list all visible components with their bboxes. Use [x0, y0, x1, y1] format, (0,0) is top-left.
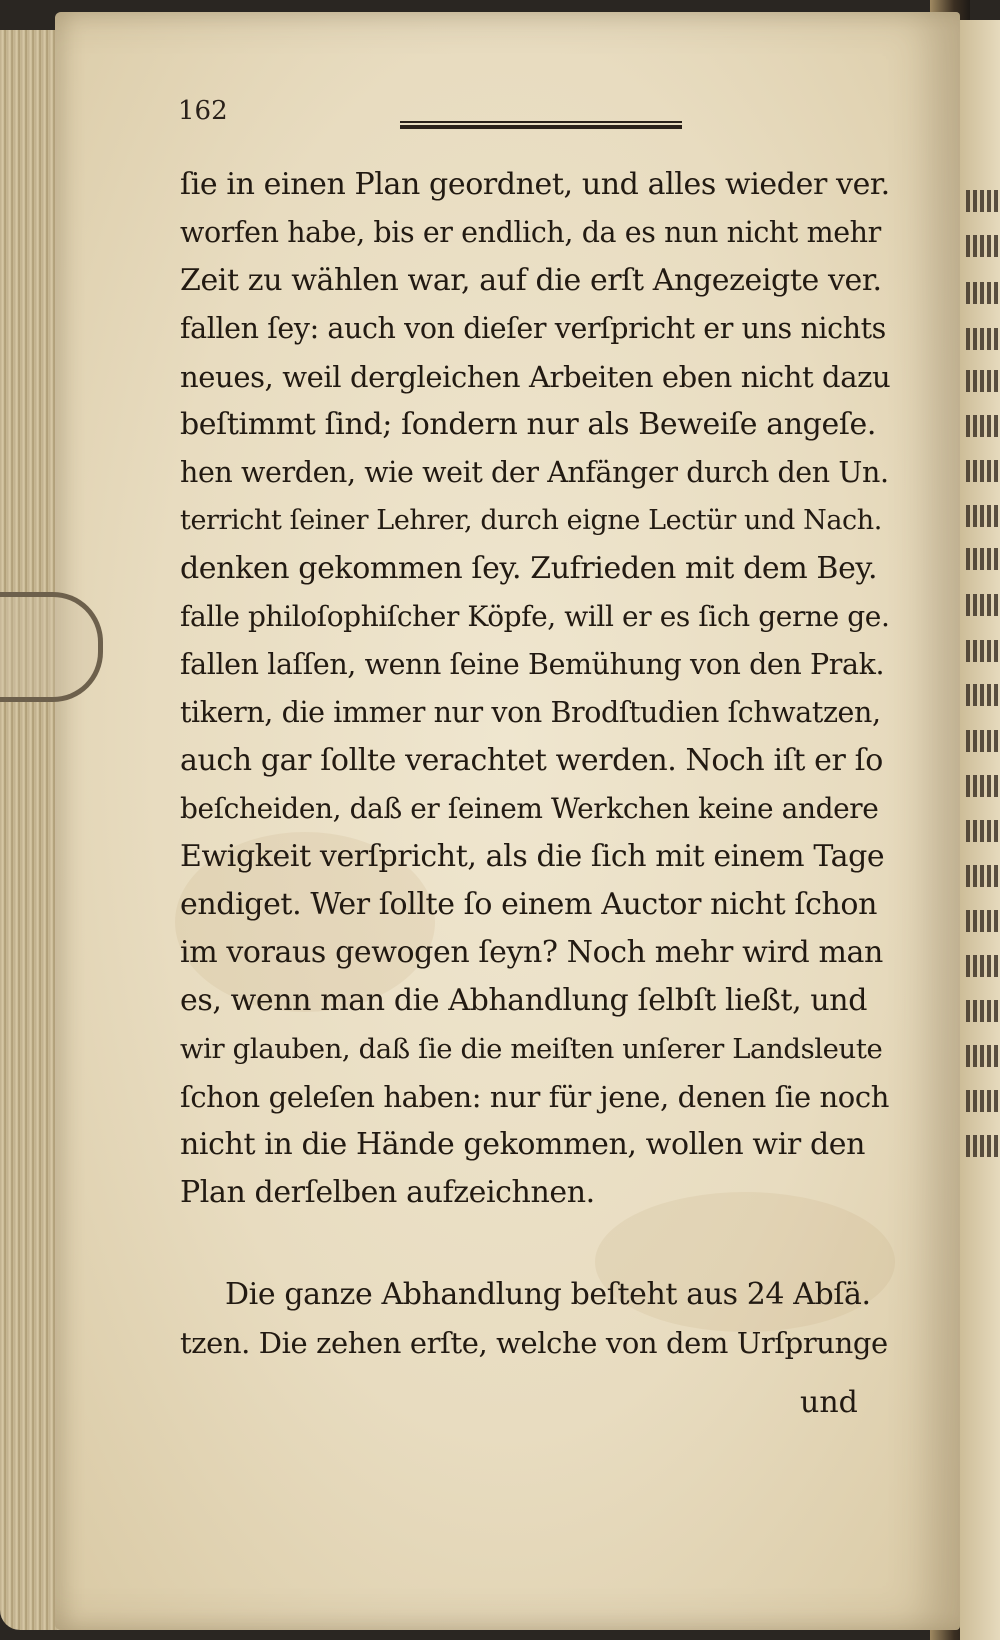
- text-line: hen werden, wie weit der Anfänger durch den Un.: [180, 456, 889, 489]
- catchword: und: [800, 1385, 858, 1420]
- text-line: Zeit zu wählen war, auf die erſt Angezeigte ver.: [180, 263, 882, 298]
- text-line: tikern, die immer nur von Brodſtudien ſchwatzen,: [180, 696, 881, 729]
- text-line: wir glauben, daß ſie die meiſten unſerer Landsleute: [180, 1033, 883, 1065]
- text-line: ſie in einen Plan geordnet, und alles wieder ver.: [180, 167, 890, 202]
- text-line: im voraus gewogen ſeyn? Noch mehr wird man: [180, 935, 883, 970]
- text-line: endiget. Wer ſollte ſo einem Auctor nicht ſchon: [180, 887, 878, 922]
- text-line: nicht in die Hände gekommen, wollen wir den: [180, 1127, 866, 1162]
- page-number: 162: [178, 96, 228, 126]
- text-line: fallen ſey: auch von dieſer verſpricht er uns nichts: [180, 312, 886, 345]
- text-line: auch gar ſollte verachtet werden. Noch iſt er ſo: [180, 743, 883, 778]
- text-line: neues, weil dergleichen Arbeiten eben nicht dazu: [180, 360, 891, 394]
- text-line: tzen. Die zehen erſte, welche von dem Urſprunge: [180, 1326, 888, 1360]
- text-line: Die ganze Abhandlung beſteht aus 24 Abſä.: [225, 1277, 871, 1312]
- header-rule: [400, 121, 682, 129]
- text-line: beſcheiden, daß er ſeinem Werkchen keine andere: [180, 792, 879, 825]
- text-line: Plan derſelben aufzeichnen.: [180, 1175, 595, 1210]
- text-line: fallen laſſen, wenn ſeine Bemühung von den Prak.: [180, 648, 885, 681]
- text-line: denken gekommen ſey. Zufrieden mit dem Bey.: [180, 551, 878, 586]
- text-line: Ewigkeit verſpricht, als die ſich mit einem Tage: [180, 839, 885, 874]
- text-line: falle philoſophiſcher Köpfe, will er es ſich gerne ge.: [180, 600, 890, 633]
- text-line: terricht ſeiner Lehrer, durch eigne Lectür und Nach.: [180, 505, 882, 536]
- facing-page-edge: [960, 20, 1000, 1640]
- text-line: beſtimmt ſind; ſondern nur als Beweiſe angeſe.: [180, 407, 877, 442]
- page-clip: [0, 592, 103, 702]
- text-line: ſchon geleſen haben: nur für jene, denen ſie noch: [180, 1080, 889, 1114]
- text-line: es, wenn man die Abhandlung ſelbſt ließt, und: [180, 983, 868, 1018]
- text-line: worfen habe, bis er endlich, da es nun nicht mehr: [180, 216, 881, 249]
